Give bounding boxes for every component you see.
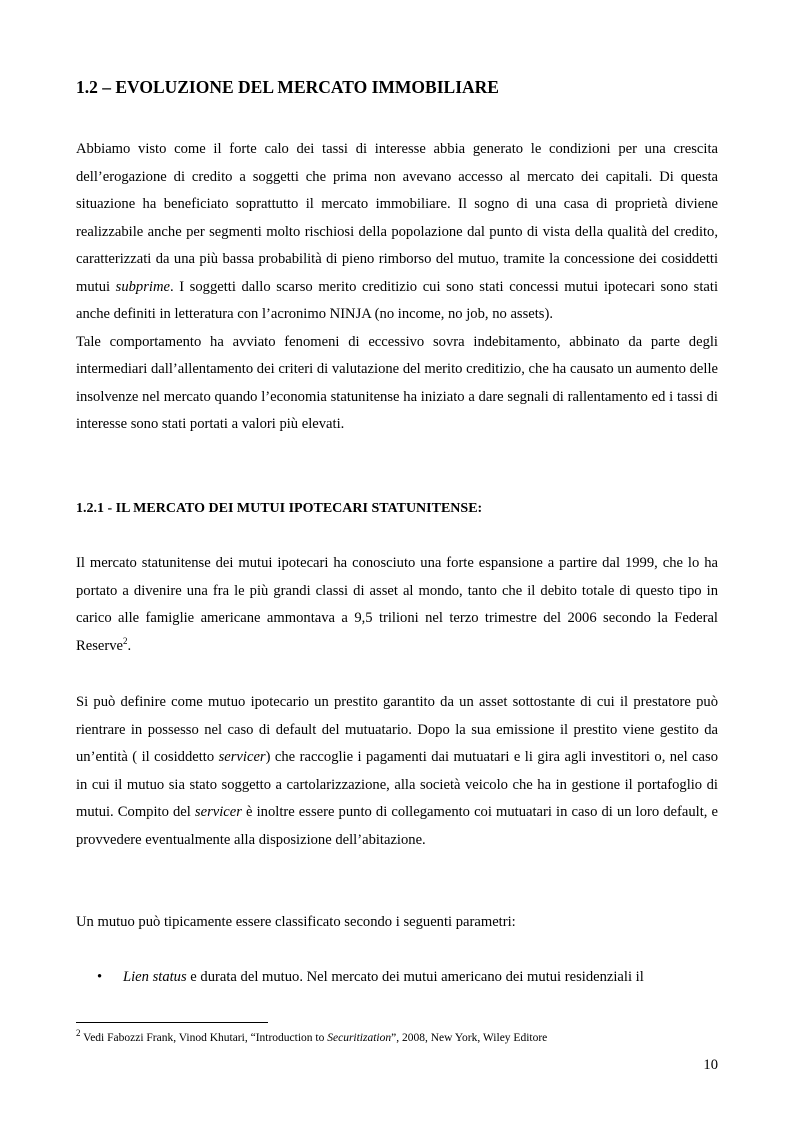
footnote-divider [76,1022,268,1023]
paragraph-1: Abbiamo visto come il forte calo dei tassi di interesse abbia generato le condizioni per una crescita dell’erogazione di credito a soggetti che prima non avevano accesso al mercato dei capitali. Di questa situazione ha beneficiato soprattutto il mercato immobiliare. Il sogno di una casa di proprietà diviene realizzabile anche per segmenti molto rischiosi della popolazione dal punto di vista della qualità del credito, caratterizzati da una più bassa probabilità di pieno rimborso del mutuo, tramite la concessione dei cosiddetti mutui subprime. I soggetti dallo scarso merito creditizio cui sono stati concessi mutui ipotecari sono stati anche definiti in letteratura con l’acronimo NINJA (no income, no job, no assets). [76,141,718,322]
list-item: • Lien status e durata del mutuo. Nel mercato dei mutui americano dei mutui residenziali il [97,964,718,992]
bullet-icon: • [97,969,103,985]
section-heading: 1.2 – EVOLUZIONE DEL MERCATO IMMOBILIARE [76,77,499,97]
emphasis-servicer: servicer [194,804,242,820]
emphasis-servicer: servicer [218,749,266,765]
footnote: $^2$ Vedi Fabozzi Frank, Vinod Khutari, “Introduction to Securitization”, 2008, New York, Wiley Editore [76,1028,548,1044]
emphasis-lien-status: Lien status [123,969,187,985]
emphasis-subprime: subprime [115,278,170,295]
footnote-ref[interactable]: 2 [123,635,128,646]
footnote-number: 2 [76,1028,81,1039]
paragraph-4: Si può definire come mutuo ipotecario un prestito garantito da un asset sottostante di cui il prestatore può rientrare in possesso nel caso di default del mutuatario. Dopo la sua emissione il prestito viene gestito da un’entità ( il cosiddetto servicer) che raccoglie i pagamenti dai mutuatari e li gira agli investitori o, nel caso in cui il mutuo sia stato soggetto a cartolarizzazione, alla società veicolo che ha in gestione il portafoglio di mutui. Compito del servicer è inoltre essere punto di collegamento coi mutuatari in caso di un loro default, e provvedere eventualmente alla disposizione dell’abitazione. [76,694,718,848]
page-number: 10 [703,1057,718,1073]
subsection-heading: 1.2.1 - IL MERCATO DEI MUTUI IPOTECARI STATUNITENSE: [76,501,483,516]
paragraph-2: Tale comportamento ha avviato fenomeni di eccessivo sovra indebitamento, abbinato da parte degli intermediari dall’allentamento dei criteri di valutazione del merito creditizio, che ha causato un aumento delle insolvenze nel mercato quando l’economia statunitense ha iniziato a dare segnali di rallentamento ed i tassi di interesse sono stati portati a valori più elevati. [76,333,718,432]
section-body [76,136,718,439]
emphasis-securitization: Securitization [327,1032,392,1044]
paragraph-3: Il mercato statunitense dei mutui ipotecari ha conosciuto una forte espansione a partire dal 1999, che lo ha portato a divenire una fra le più grandi classi di asset al mondo, tanto che il debito totale di questo tipo in carico alle famiglie americane ammontava a 9,5 trilioni nel terzo trimestre del 2006 secondo la Federal Reserve$^2$. [76,555,718,654]
paragraph-5: Un mutuo può tipicamente essere classificato secondo i seguenti parametri: [76,914,516,930]
